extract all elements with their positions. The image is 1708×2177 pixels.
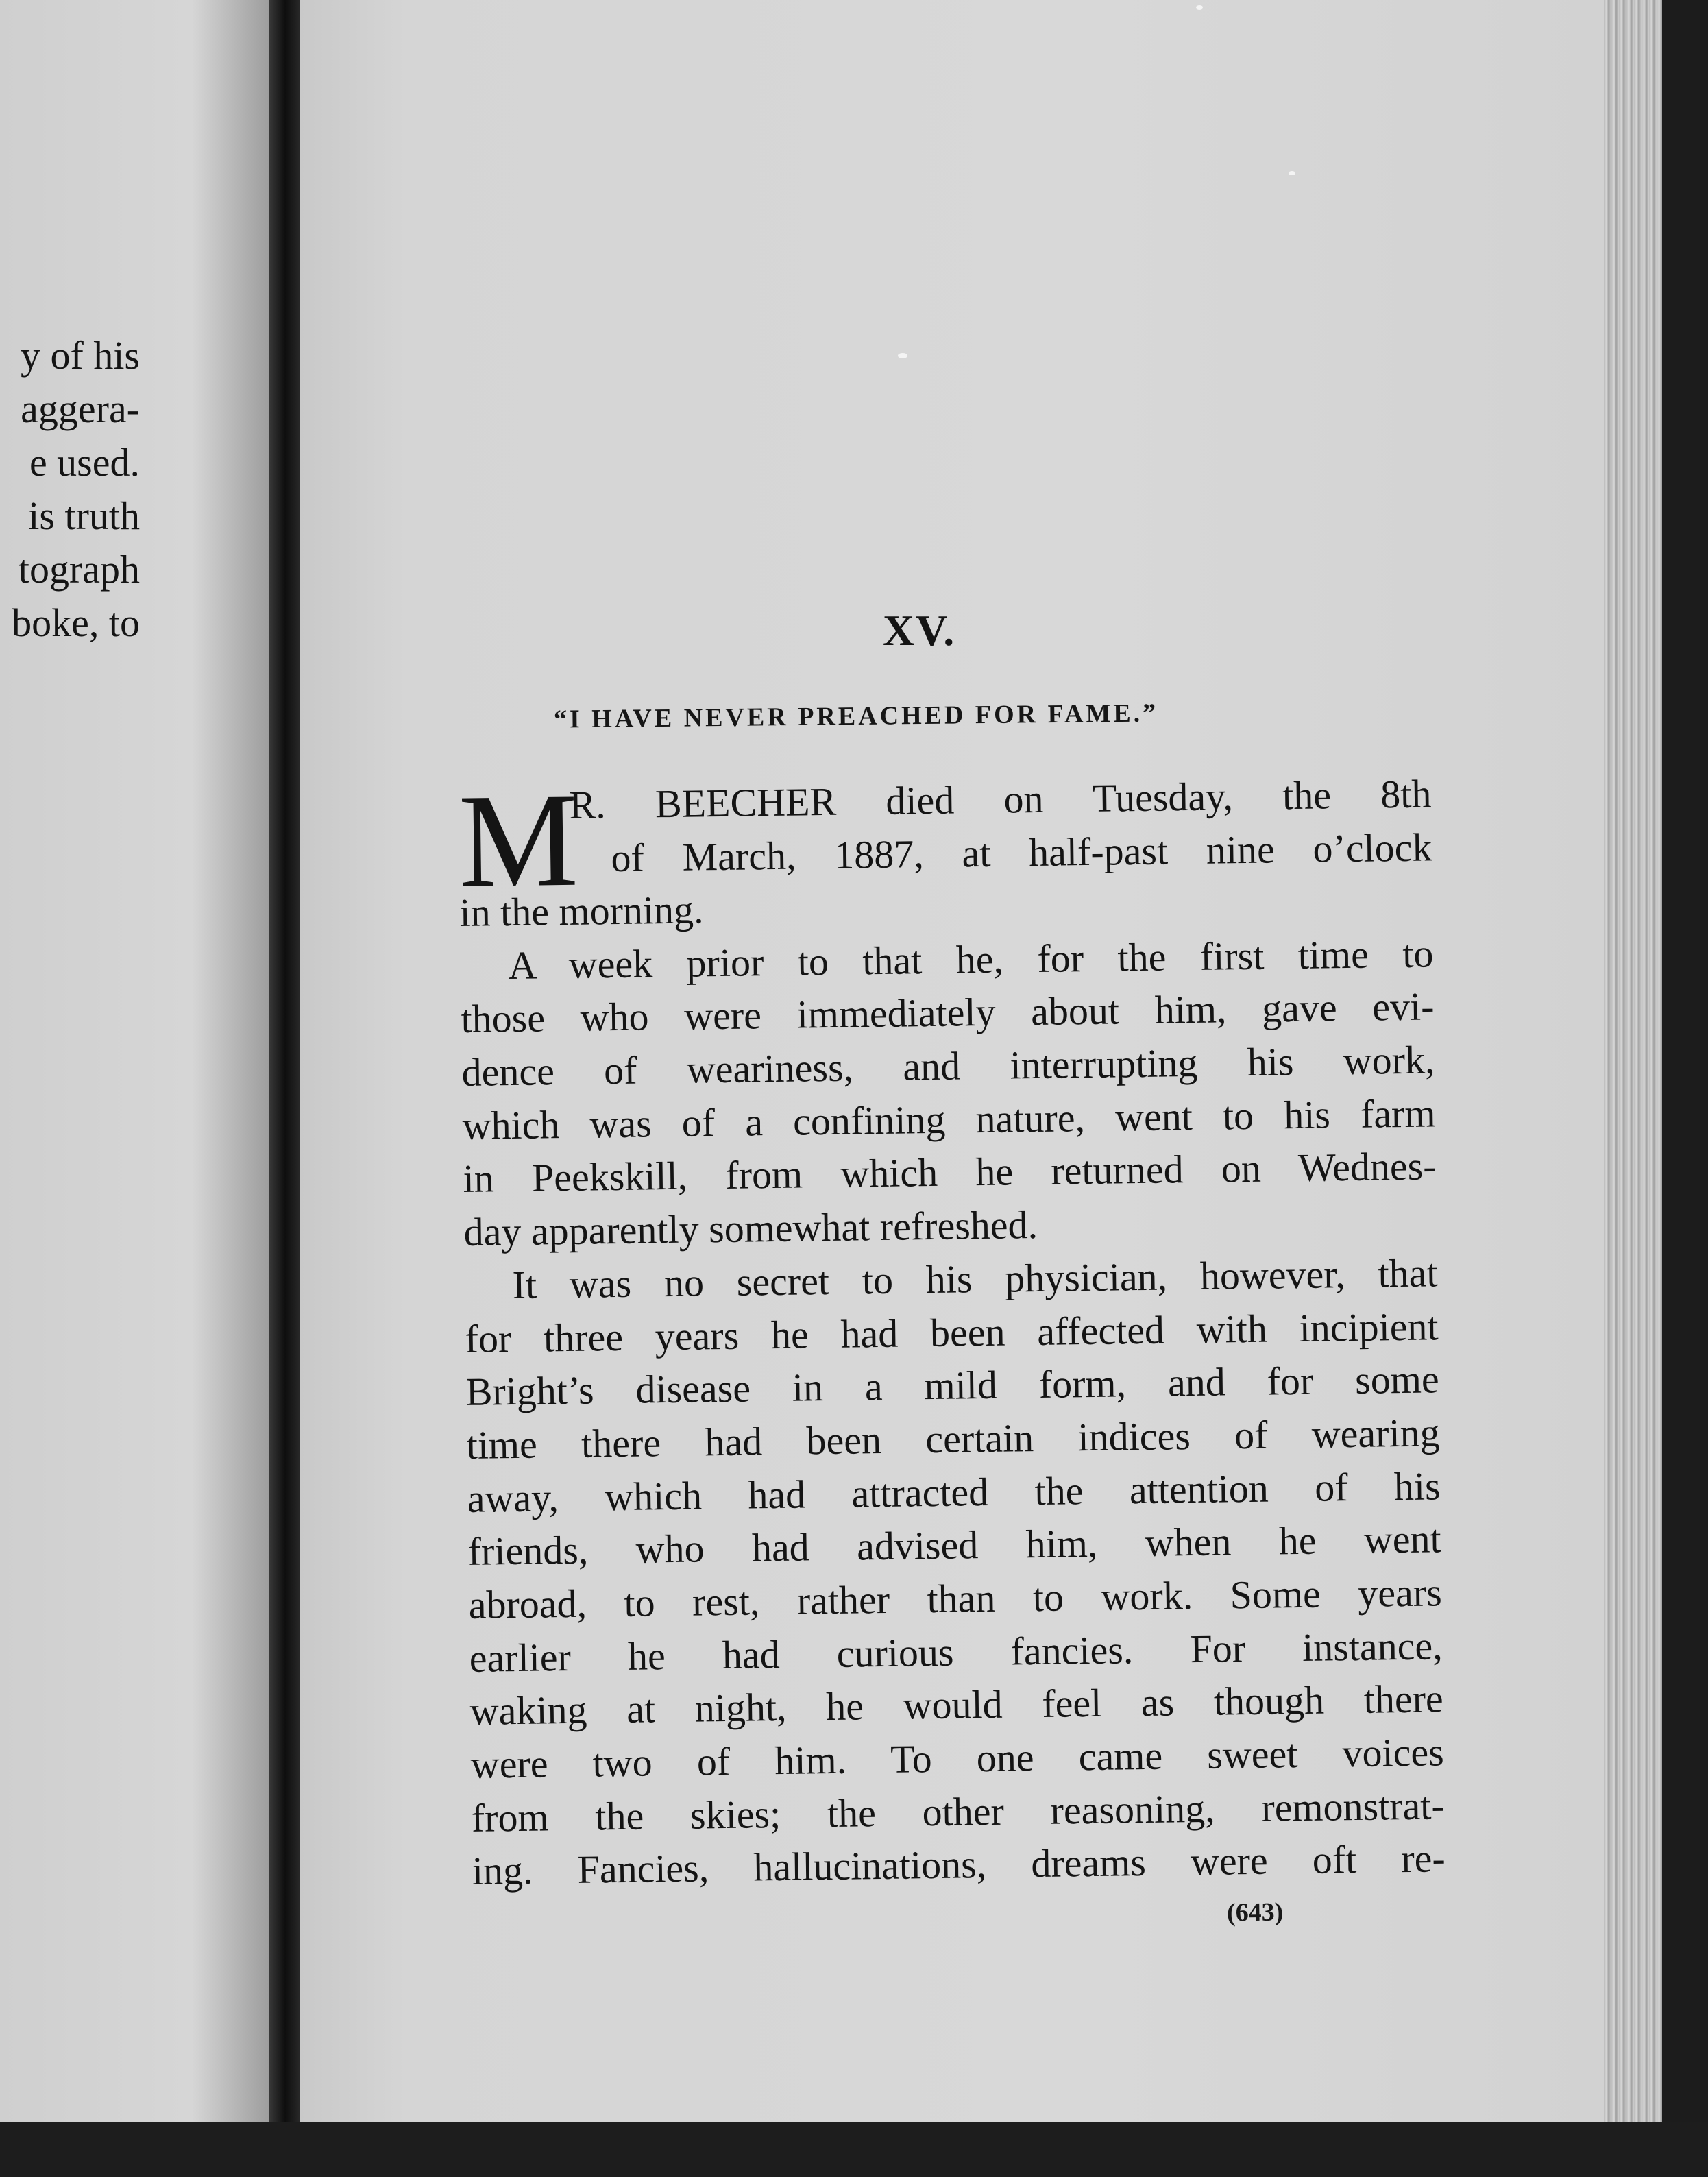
- text-line: ing. Fancies, hallucinations, dreams were oft re-: [472, 1836, 1446, 1894]
- text-line: time there had been certain indices of wearing: [466, 1410, 1441, 1468]
- text-line: day apparently somewhat refreshed.: [463, 1202, 1038, 1255]
- text-line: earlier he had curious fancies. For instance,: [469, 1622, 1443, 1681]
- drop-cap: M: [457, 765, 579, 916]
- paper-speck: [1289, 171, 1295, 175]
- paper-speck: [898, 353, 907, 358]
- body-text: [458, 767, 1445, 1898]
- text-line: dence of weariness, and interrupting his work,: [461, 1037, 1435, 1095]
- text-line: It was no secret to his physician, however, that: [512, 1250, 1438, 1307]
- text-line: of March, 1887, at half-past nine o’clock: [611, 825, 1432, 880]
- text-line: Bright’s disease in a mild form, and for some: [465, 1357, 1439, 1415]
- chapter-title: “I HAVE NEVER PREACHED FOR FAME.”: [553, 698, 1159, 734]
- paper-speck: [1196, 5, 1203, 10]
- text-line: abroad, to rest, rather than to work. Some years: [468, 1570, 1443, 1627]
- text-line: in Peekskill, from which he returned on Wednes-: [463, 1143, 1437, 1202]
- previous-page: [0, 0, 274, 2125]
- background-bottom: [0, 2122, 1708, 2177]
- text-line: were two of him. To one came sweet voices: [470, 1729, 1445, 1787]
- chapter-number: XV.: [883, 606, 956, 655]
- page-edge-stack: [1604, 0, 1666, 2139]
- previous-page-line: is truth: [28, 494, 140, 538]
- book-gutter: [269, 0, 302, 2132]
- text-line: for three years he had been affected with incipient: [465, 1303, 1439, 1361]
- text-line: which was of a confining nature, went to his farm: [462, 1091, 1436, 1148]
- previous-page-line: boke, to: [12, 600, 140, 645]
- previous-page-line: e used.: [29, 440, 140, 485]
- text-line: waking at night, he would feel as though there: [469, 1676, 1444, 1734]
- previous-page-line: tograph: [18, 547, 140, 592]
- page-number: (643): [1226, 1897, 1284, 1927]
- text-line: in the morning.: [459, 887, 704, 935]
- text-line: those who were immediately about him, gave evi-: [461, 984, 1435, 1042]
- text-line: R. BEECHER died on Tuesday, the 8th: [569, 771, 1432, 827]
- previous-page-line: y of his: [21, 333, 140, 378]
- previous-page-line: aggera-: [21, 387, 140, 431]
- text-line: from the skies; the other reasoning, remonstrat-: [471, 1782, 1445, 1840]
- background-edge: [1662, 0, 1708, 2177]
- text-line: away, which had attracted the attention of his: [467, 1463, 1441, 1521]
- text-line: A week prior to that he, for the first time to: [508, 931, 1434, 988]
- text-line: friends, who had advised him, when he went: [467, 1516, 1442, 1574]
